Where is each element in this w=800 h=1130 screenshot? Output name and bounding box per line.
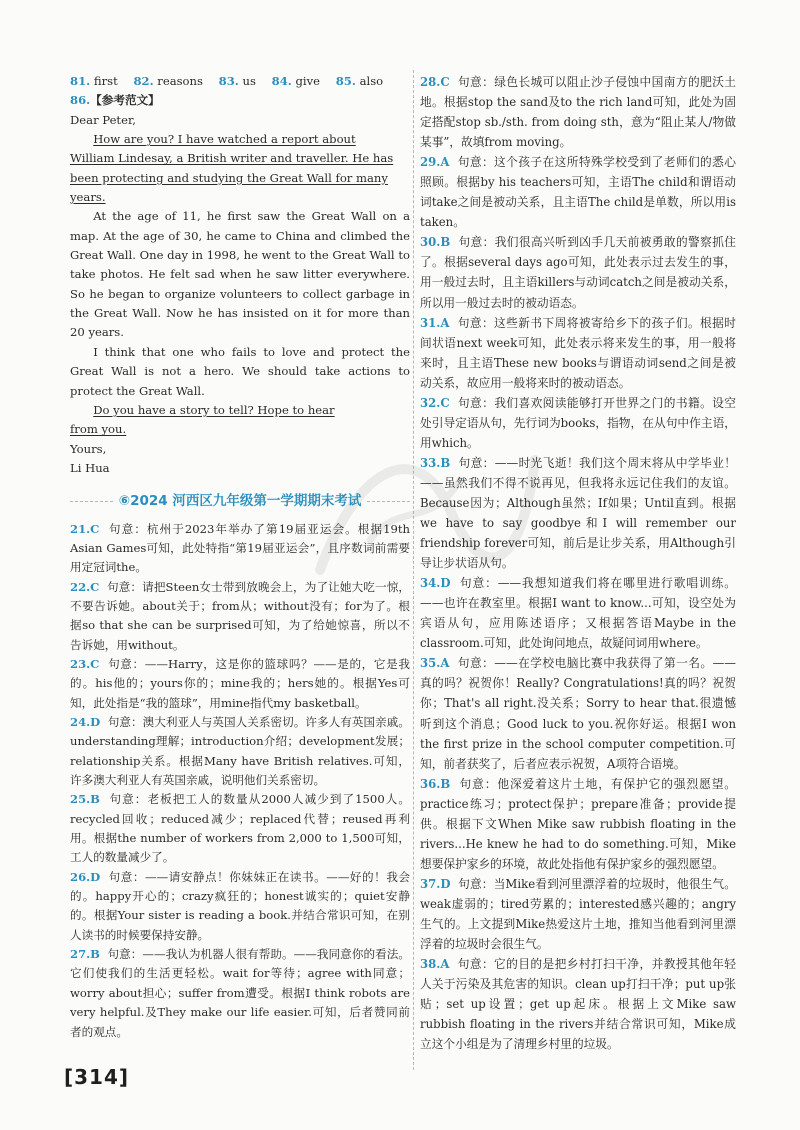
answer-text: us [242,74,256,88]
essay-header [70,91,410,110]
item-text: 句意：它的目的是把乡村打扫干净，并教授其他年轻人关于污染及其危害的知识。clean up打扫干净；put up张贴；set up设置；get up起床。根据上文Mike saw rubbish floating in the rivers并结合常识可知，Mike成立这个小组是为了清理乡村里的垃圾。 [420,957,736,1052]
answer-text: also [359,74,384,88]
answer-number: 81. [70,74,91,88]
item-number: 26.D [70,869,101,884]
essay-p1-line3: been protecting and studying the Great Wall for many [70,170,388,185]
answer-number: 82. [133,74,154,88]
section-title-text: ⑥2024 河西区九年级第一学期期末考试 [118,493,362,510]
answer-item [70,790,410,867]
essay-p1-line4: years. [70,190,106,205]
answer-item [420,774,736,874]
item-number: 35.A [420,656,450,671]
item-text: 句意：他深爱着这片土地，有保护它的强烈愿望。practice练习；protect保护；prepare准备；provide提供。根据下文When Mike saw rubbish floating in the rivers...He knew he had to do something.可知，Mike想要保护家乡的环境，故此处指他有保护家乡的强烈愿望。 [420,776,736,871]
essay-number: 86. [70,93,91,108]
answer-text: give [295,74,321,88]
answer-item [420,72,736,152]
essay-p1-line2: William Lindesay, a British writer and traveller. He has [70,151,394,166]
item-number: 24.D [70,715,101,729]
right-column [420,72,736,1054]
item-number: 25.B [70,792,100,807]
essay-label: 【参考范文】 [90,93,160,108]
item-text: 句意：当Mike看到河里漂浮着的垃圾时，他很生气。weak虚弱的；tired劳累的；interested感兴趣的；angry生气的。上文提到Mike热爱这片土地，推知当他看到河里漂浮着的垃圾时会很生气。 [420,876,736,952]
item-text: 句意：澳大利亚人与英国人关系密切。许多人有英国亲戚。understanding理解；introduction介绍；development发展；relationship关系。根据Many have British relatives.可知，许多澳大利亚人有英国亲戚，说明他们关系密切。 [70,715,410,788]
item-number: 27.B [70,947,100,962]
item-number: 37.D [420,876,451,891]
item-number: 22.C [70,579,100,594]
answer-number: 83. [218,74,239,88]
item-text: 句意：——我认为机器人很有帮助。——我同意你的看法。它们使我们的生活更轻松。wait for等待；agree with同意；worry about担心；suffer from遭受。根据I think robots are very helpful.及They make our life easier.可知，后者赞同前者的观点。 [70,947,410,1039]
item-number: 30.B [420,235,451,250]
item-number: 23.C [70,656,100,671]
item-text: 句意：老板把工人的数量从2000人减少到了1500人。recycled回收；reduced减少；replaced代替；reused再利用。根据the number of workers from 2,000 to 1,500可知，工人的数量减少了。 [70,792,410,865]
answer-item [420,313,736,393]
item-number: 33.B [420,455,451,470]
answer-item [70,655,410,713]
answer-item [420,152,736,232]
essay-p4-line2: from you. [70,422,127,437]
answer-item [420,874,736,954]
essay-closing: Yours, [70,441,107,456]
answer-item [420,453,736,573]
answer-item [70,713,410,790]
answer-item [70,578,410,655]
left-column [70,72,410,1042]
item-text: 句意：杭州于2023年举办了第19届亚运会。根据19th Asian Games可知，此处特指“第19届亚运会”，且序数词前需要用定冠词the。 [70,521,410,575]
section-title [70,492,410,511]
answer-item [70,945,410,1042]
answer-item [420,232,736,312]
item-text: 句意：请把Steen女士带到放晚会上，为了让她大吃一惊，不要告诉她。about关于；from从；without没有；for为了。根据so that she can be surprised可知，为了给她惊喜，所以不告诉她，用without。 [70,579,410,652]
item-text: 句意：我们喜欢阅读能够打开世界之门的书籍。设空处引导定语从句，先行词为books，指物，在从句中作主语，用which。 [420,395,736,450]
answer-number: 85. [335,74,356,88]
item-number: 21.C [70,521,100,536]
essay-p4-line1: Do you have a story to tell? Hope to hear [93,402,335,417]
answer-item [70,868,410,945]
item-text: 句意：这些新书下周将被寄给乡下的孩子们。根据时间状语next week可知，此处表示将来发生的事，用一般将来时，且主语These new books与谓语动词send之间是被动关系，故应用一般将来时的被动语态。 [420,315,736,390]
essay-p1-line1: How are you? I have watched a report about [93,132,356,147]
answers-81-85 [70,72,410,91]
essay-greeting: Dear Peter, [70,112,136,127]
item-text: 句意：这个孩子在这所特殊学校受到了老师们的悉心照顾。根据by his teachers可知，主语The child和谓语动词take之间是被动关系，且主语The child是单数，所以用is taken。 [420,155,736,230]
model-essay [70,111,410,479]
item-number: 36.B [420,776,451,791]
essay-paragraph-3: I think that one who fails to love and protect the Great Wall is not a hero. We should take actions to protect the Great Wall. [70,344,410,398]
item-number: 34.D [420,576,451,591]
item-text: 句意：——时光飞逝！我们这个周末将从中学毕业！——虽然我们不得不说再见，但我将永远记住我们的友谊。Because因为；Although虽然；If如果；Until直到。根据we have to say goodbye和I will remember our friendship forever可知，前后是让步关系，用Although引导让步状语从句。 [420,455,736,571]
answer-item [420,653,736,773]
item-number: 38.A [420,957,450,972]
answer-item [420,573,736,653]
item-text: 句意：——请安静点！你妹妹正在读书。——好的！我会的。happy开心的；crazy疯狂的；honest诚实的；quiet安静的。根据Your sister is reading a book.并结合常识可知，在别人读书的时候要保持安静。 [70,869,410,942]
answer-text: reasons [157,74,203,88]
item-text: 句意：——Harry，这是你的篮球吗？——是的，它是我的。his他的；yours你的；mine我的；hers她的。根据Yes可知，此处指是“我的篮球”，用mine指代my basketball。 [70,656,410,710]
item-number: 32.C [420,395,450,410]
answer-item [420,393,736,453]
item-number: 28.C [420,75,450,89]
answer-text: first [93,74,118,88]
item-text: 句意：——在学校电脑比赛中我获得了第一名。——真的吗？祝贺你！Really? Congratulations!真的吗？祝贺你；That's all right.没关系；Sorry to hear that.很遗憾听到这个消息；Good luck to you.祝你好运。根据I won the first prize in the school computer competition.可知，前者获奖了，后者应表示祝贺，A项符合语境。 [420,656,736,771]
item-text: 句意：绿色长城可以阻止沙子侵蚀中国南方的肥沃土地。根据stop the sand及to the rich land可知，此处为固定搭配stop sb./sth. from doing sth，意为“阻止某人/物做某事”，故填from moving。 [420,75,736,150]
answer-item [70,520,410,578]
essay-paragraph-2: At the age of 11, he first saw the Great Wall on a map. At the age of 30, he came to China and climbed the Great Wall. One day in 1998, he went to the Great Wall to take photos. He felt sad when he saw litter everywhere. So he began to organize volunteers to collect garbage in the Great Wall. Now he has insisted on it for more than 20 years. [70,209,410,340]
item-text: 句意：我们很高兴听到凶手几天前被勇敢的警察抓住了。根据several days ago可知，此处表示过去发生的事，用一般过去时，且主语killers与动词catch之间是被动关系，所以用一般过去时的被动语态。 [420,235,736,310]
answer-number: 84. [271,74,292,88]
item-number: 31.A [420,315,450,330]
answer-item [420,954,736,1054]
essay-signature: Li Hua [70,460,110,475]
page-number: [314] [64,1065,130,1089]
item-number: 29.A [420,155,450,170]
item-text: 句意：——我想知道我们将在哪里进行歌唱训练。——也许在教室里。根据I want to know...可知，设空处为宾语从句，应用陈述语序；又根据答语Maybe in the classroom.可知，此处询问地点，故疑问词用where。 [420,576,736,651]
